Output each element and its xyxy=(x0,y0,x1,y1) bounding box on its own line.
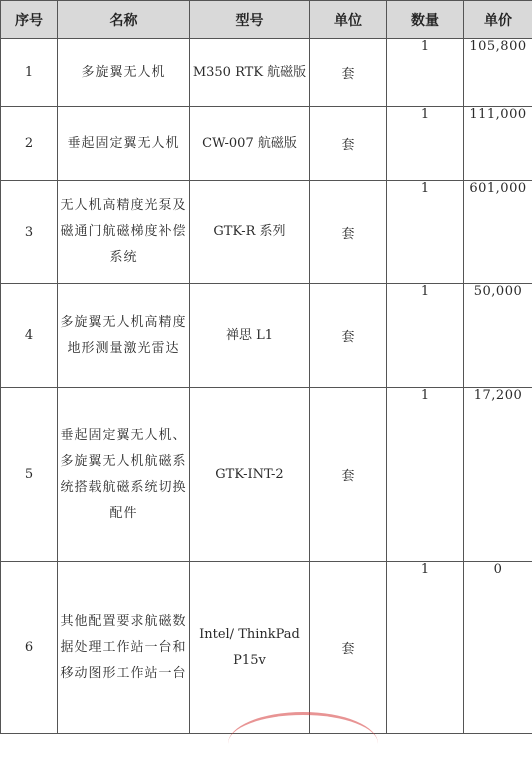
row-price: 105,800 xyxy=(464,39,532,107)
row-model: Intel/ ThinkPad P15v xyxy=(190,562,310,734)
row-index: 3 xyxy=(1,181,58,284)
row-quantity: 1 xyxy=(387,284,464,388)
row-model: CW-007 航磁版 xyxy=(190,107,310,181)
row-name: 垂起固定翼无人机 xyxy=(58,107,190,181)
header-quantity: 数量 xyxy=(387,1,464,39)
row-unit: 套 xyxy=(310,388,387,562)
row-unit: 套 xyxy=(310,39,387,107)
row-price: 601,000 xyxy=(464,181,532,284)
header-unit: 单位 xyxy=(310,1,387,39)
row-index: 1 xyxy=(1,39,58,107)
row-quantity: 1 xyxy=(387,388,464,562)
table-row xyxy=(1,181,532,284)
row-quantity: 1 xyxy=(387,39,464,107)
row-index: 6 xyxy=(1,562,58,734)
row-model: 禅思 L1 xyxy=(190,284,310,388)
row-model: M350 RTK 航磁版 xyxy=(190,39,310,107)
table-row xyxy=(1,284,532,388)
row-name: 多旋翼无人机 xyxy=(58,39,190,107)
row-unit: 套 xyxy=(310,181,387,284)
row-name: 多旋翼无人机高精度地形测量激光雷达 xyxy=(58,284,190,388)
row-index: 5 xyxy=(1,388,58,562)
row-unit: 套 xyxy=(310,107,387,181)
row-quantity: 1 xyxy=(387,107,464,181)
row-model: GTK-INT-2 xyxy=(190,388,310,562)
row-price: 111,000 xyxy=(464,107,532,181)
row-price: 50,000 xyxy=(464,284,532,388)
row-unit: 套 xyxy=(310,562,387,734)
row-name: 无人机高精度光泵及磁通门航磁梯度补偿系统 xyxy=(58,181,190,284)
header-row xyxy=(1,1,532,39)
row-quantity: 1 xyxy=(387,181,464,284)
table-row xyxy=(1,107,532,181)
row-index: 4 xyxy=(1,284,58,388)
header-name: 名称 xyxy=(58,1,190,39)
row-unit: 套 xyxy=(310,284,387,388)
row-name: 其他配置要求航磁数据处理工作站一台和移动图形工作站一台 xyxy=(58,562,190,734)
row-name: 垂起固定翼无人机、多旋翼无人机航磁系统搭载航磁系统切换配件 xyxy=(58,388,190,562)
row-price: 17,200 xyxy=(464,388,532,562)
row-index: 2 xyxy=(1,107,58,181)
header-model: 型号 xyxy=(190,1,310,39)
header-index: 序号 xyxy=(1,1,58,39)
row-price: 0 xyxy=(464,562,532,734)
row-quantity: 1 xyxy=(387,562,464,734)
table-row xyxy=(1,388,532,562)
table-row xyxy=(1,39,532,107)
header-price: 单价 xyxy=(464,1,532,39)
row-model: GTK-R 系列 xyxy=(190,181,310,284)
table-row xyxy=(1,562,532,734)
